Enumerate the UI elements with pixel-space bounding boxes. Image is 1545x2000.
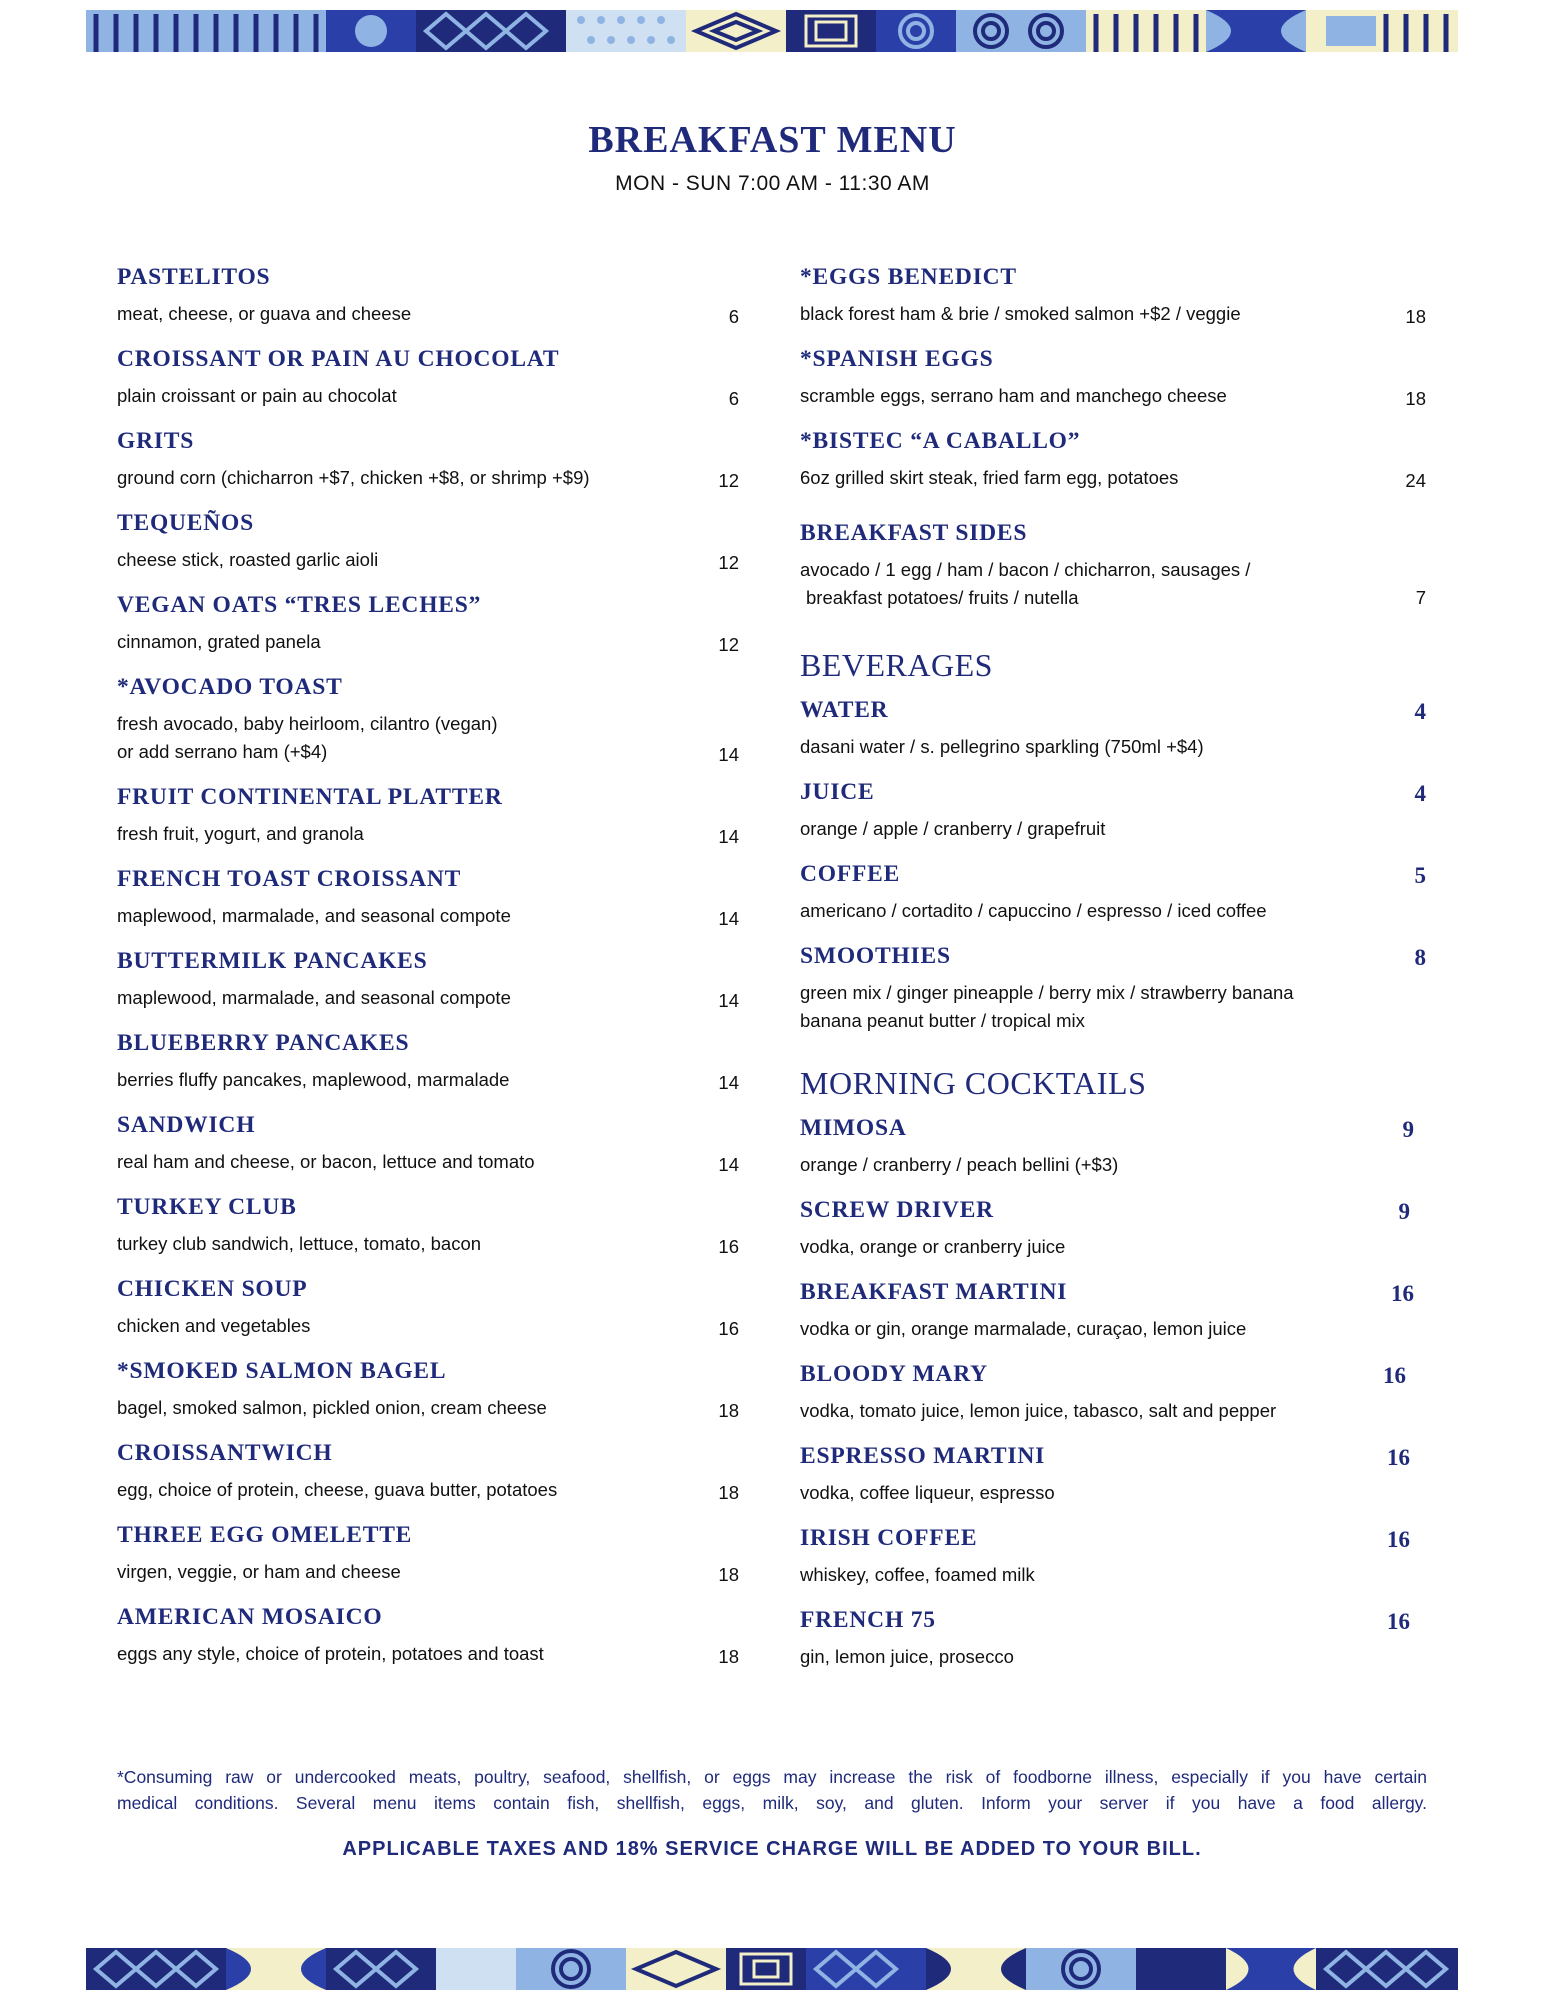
item-price: 18 [718,1646,739,1667]
item-price: 14 [718,908,739,929]
item-price: 16 [1387,1445,1410,1470]
right-column [800,262,1426,1687]
disclaimer-line: medical conditions. Several menu items contain fish, shellfish, eggs, milk, soy, and gluten. Inform your server if you have a food allergy. [117,1793,1427,1813]
item-price: 14 [718,826,739,847]
item-name: BLUEBERRY PANCAKES [117,1030,410,1056]
footer-notes [117,1764,1427,1861]
food-safety-disclaimer [117,1764,1427,1816]
item-name: PASTELITOS [117,264,271,290]
section-heading-beverages: BEVERAGES [800,647,993,683]
item-price: 6 [728,306,739,327]
menu-item [800,262,1426,344]
item-name: WATER [800,697,889,723]
item-price: 12 [718,470,739,491]
item-description-line: breakfast potatoes/ fruits / nutella [806,587,1079,608]
item-description: dasani water / s. pellegrino sparkling (750ml +$4) [800,736,1204,757]
item-description: vodka or gin, orange marmalade, curaçao, lemon juice [800,1318,1247,1339]
section-heading-cocktails: MORNING COCKTAILS [800,1065,1147,1101]
menu-item [117,782,739,864]
menu-item [800,344,1426,426]
item-price: 16 [718,1236,739,1257]
item-description: orange / cranberry / peach bellini (+$3) [800,1154,1119,1175]
menu-item [117,426,739,508]
item-price: 16 [718,1318,739,1339]
item-name: GRITS [117,428,195,454]
item-price: 12 [718,552,739,573]
item-name: CHICKEN SOUP [117,1276,308,1302]
item-name: BREAKFAST MARTINI [800,1279,1068,1305]
menu-item [117,946,739,1028]
item-name: MIMOSA [800,1115,907,1141]
item-description: egg, choice of protein, cheese, guava butter, potatoes [117,1479,558,1500]
item-description [800,556,1426,612]
item-price: 6 [728,388,739,409]
item-description: real ham and cheese, or bacon, lettuce and tomato [117,1151,535,1172]
item-description: chicken and vegetables [117,1315,311,1336]
item-description: berries fluffy pancakes, maplewood, marmalade [117,1069,510,1090]
item-name: AMERICAN MOSAICO [117,1604,383,1630]
item-price: 4 [1414,699,1426,724]
item-description-line: banana peanut butter / tropical mix [800,1010,1085,1031]
item-description: fresh fruit, yogurt, and granola [117,823,364,844]
item-description: scramble eggs, serrano ham and manchego cheese [800,385,1227,406]
breakfast-sides [800,518,1426,643]
item-name: SMOOTHIES [800,943,951,969]
item-price: 16 [1387,1609,1410,1634]
item-description: vodka, tomato juice, lemon juice, tabasco, salt and pepper [800,1400,1277,1421]
item-price: 18 [1405,306,1426,327]
item-description: maplewood, marmalade, and seasonal compote [117,905,511,926]
item-name: BUTTERMILK PANCAKES [117,948,428,974]
menu-item [117,1520,739,1602]
item-name: CROISSANTWICH [117,1440,333,1466]
menu-item [117,864,739,946]
item-name: BREAKFAST SIDES [800,520,1028,546]
item-description: vodka, orange or cranberry juice [800,1236,1066,1257]
item-price: 5 [1414,863,1426,888]
item-price: 16 [1383,1363,1406,1388]
item-description: vodka, coffee liqueur, espresso [800,1482,1055,1503]
menu-item [800,695,1426,777]
item-price: 14 [718,744,739,765]
item-name: IRISH COFFEE [800,1525,978,1551]
item-description: virgen, veggie, or ham and cheese [117,1561,401,1582]
item-description: orange / apple / cranberry / grapefruit [800,818,1106,839]
opening-hours: MON - SUN 7:00 AM - 11:30 AM [615,172,930,195]
item-price: 16 [1391,1281,1414,1306]
menu-item [800,941,1426,1061]
item-name: THREE EGG OMELETTE [117,1522,413,1548]
item-description [117,710,739,766]
item-name: JUICE [800,779,875,805]
menu-item [117,1274,739,1356]
left-column [117,262,739,1684]
menu-item [117,344,739,426]
item-name: COFFEE [800,861,901,887]
menu-item [800,859,1426,941]
menu-item [800,426,1426,518]
item-price: 18 [1405,388,1426,409]
item-price: 9 [1398,1199,1410,1224]
item-name: SANDWICH [117,1112,256,1138]
item-price: 4 [1414,781,1426,806]
item-name: CROISSANT OR PAIN AU CHOCOLAT [117,346,560,372]
item-price: 9 [1402,1117,1414,1142]
item-name: FRENCH TOAST CROISSANT [117,866,462,892]
item-price: 18 [718,1482,739,1503]
item-description-line: green mix / ginger pineapple / berry mix / strawberry banana [800,982,1294,1003]
item-price: 16 [1387,1527,1410,1552]
item-name: FRENCH 75 [800,1607,936,1633]
menu-item [117,262,739,344]
menu-item [117,1602,739,1684]
item-price: 12 [718,634,739,655]
service-charge-notice: APPLICABLE TAXES AND 18% SERVICE CHARGE WILL BE ADDED TO YOUR BILL. [342,1838,1202,1860]
menu-item [800,777,1426,859]
item-name: *SPANISH EGGS [800,346,994,372]
menu-item [800,1195,1426,1277]
item-description: maplewood, marmalade, and seasonal compote [117,987,511,1008]
item-name: TURKEY CLUB [117,1194,297,1220]
menu-item [800,1359,1426,1441]
item-description: cinnamon, grated panela [117,631,321,652]
page-title: BREAKFAST MENU [588,119,957,161]
menu-item [800,1277,1426,1359]
item-description-line: or add serrano ham (+$4) [117,741,328,762]
item-description: plain croissant or pain au chocolat [117,385,397,406]
item-name: *SMOKED SALMON BAGEL [117,1358,447,1384]
item-description: 6oz grilled skirt steak, fried farm egg, potatoes [800,467,1179,488]
item-description: meat, cheese, or guava and cheese [117,303,412,324]
menu-item [117,1192,739,1274]
menu-item [117,672,739,782]
menu-item [800,1441,1426,1523]
item-description: turkey club sandwich, lettuce, tomato, bacon [117,1233,482,1254]
item-description: americano / cortadito / capuccino / espresso / iced coffee [800,900,1267,921]
decorative-border-top [86,10,1458,52]
item-name: VEGAN OATS “TRES LECHES” [117,592,482,618]
item-name: TEQUEÑOS [117,510,254,536]
menu-header [0,118,1545,196]
item-description: cheese stick, roasted garlic aioli [117,549,379,570]
item-name: BLOODY MARY [800,1361,988,1387]
item-description: gin, lemon juice, prosecco [800,1646,1014,1667]
item-description-line: avocado / 1 egg / ham / bacon / chicharron, sausages / [800,559,1251,580]
item-name: ESPRESSO MARTINI [800,1443,1046,1469]
decorative-border-bottom [86,1948,1458,1990]
item-description: eggs any style, choice of protein, potatoes and toast [117,1643,544,1664]
item-price: 18 [718,1564,739,1585]
item-description: whiskey, coffee, foamed milk [800,1564,1035,1585]
item-description-line: fresh avocado, baby heirloom, cilantro (vegan) [117,713,498,734]
menu-item [117,1438,739,1520]
item-price: 8 [1414,945,1426,970]
item-price: 14 [718,1154,739,1175]
menu-item [117,1028,739,1110]
menu-item [117,590,739,672]
disclaimer-line: *Consuming raw or undercooked meats, poultry, seafood, shellfish, or eggs may increase the risk of foodborne illness, especially if you have certain [117,1767,1427,1787]
item-name: *AVOCADO TOAST [117,674,343,700]
menu-item [117,1356,739,1438]
item-description [800,979,1426,1035]
menu-item [800,1523,1426,1605]
item-price: 24 [1405,470,1426,491]
menu-item [117,1110,739,1192]
item-name: FRUIT CONTINENTAL PLATTER [117,784,503,810]
item-name: *BISTEC “A CABALLO” [800,428,1081,454]
item-name: SCREW DRIVER [800,1197,994,1223]
menu-item [117,508,739,590]
item-description: black forest ham & brie / smoked salmon +$2 / veggie [800,303,1241,324]
menu-item [800,1605,1426,1687]
item-price: 7 [1415,587,1426,608]
item-description: ground corn (chicharron +$7, chicken +$8, or shrimp +$9) [117,467,590,488]
menu-item [800,1113,1426,1195]
item-price: 18 [718,1400,739,1421]
item-name: *EGGS BENEDICT [800,264,1017,290]
item-price: 14 [718,1072,739,1093]
item-price: 14 [718,990,739,1011]
item-description: bagel, smoked salmon, pickled onion, cream cheese [117,1397,547,1418]
